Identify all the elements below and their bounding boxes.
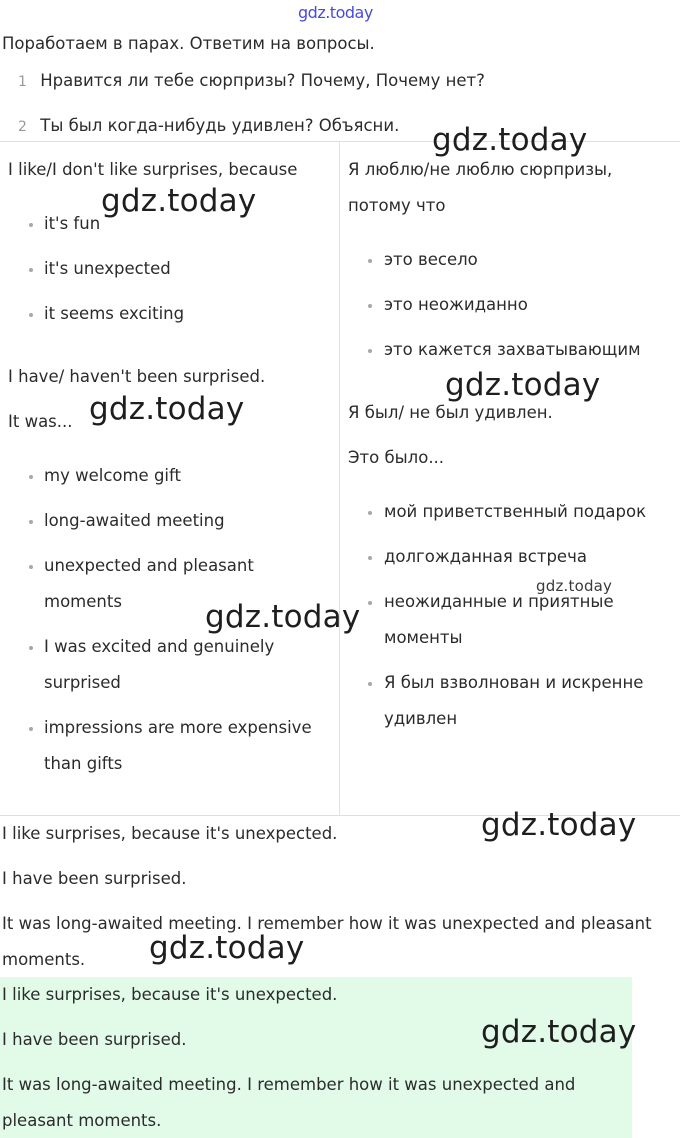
english-column (0, 142, 339, 815)
answer-line: pleasant moments. (2, 1111, 162, 1130)
russian-column (340, 142, 680, 815)
watermark: gdz.today (445, 367, 601, 403)
bullet-icon (368, 682, 372, 686)
ru-list2-item: долгожданная встреча (384, 547, 587, 566)
ru-intro-1-cont: потому что (348, 196, 446, 215)
en-list1-item: it seems exciting (44, 304, 185, 323)
question-2 (18, 116, 399, 135)
answer-line: I have been surprised. (2, 1030, 187, 1049)
en-list2-item-cont: than gifts (44, 754, 123, 773)
ru-intro-3: Это было... (348, 448, 445, 467)
en-list1-item: it's unexpected (44, 259, 171, 278)
example-line: I have been surprised. (2, 869, 187, 888)
en-list2-item-cont: moments (44, 592, 122, 611)
question-1 (18, 71, 485, 90)
en-list1-item: it's fun (44, 214, 101, 233)
question-text: Ты был когда-нибудь удивлен? Объясни. (40, 116, 400, 135)
watermark: gdz.today (101, 183, 257, 219)
task-intro: Поработаем в парах. Ответим на вопросы. (2, 34, 375, 53)
en-intro-2: I have/ haven't been surprised. (8, 367, 266, 386)
bullet-icon (368, 349, 372, 353)
bullet-icon (368, 556, 372, 560)
bullet-icon (29, 475, 33, 479)
ru-list1-item: это весело (384, 250, 478, 269)
bullet-icon (368, 304, 372, 308)
en-list2-item: impressions are more expensive (44, 718, 312, 737)
bullet-icon (368, 259, 372, 263)
example-line: moments. (2, 950, 86, 969)
bullet-icon (29, 727, 33, 731)
ru-list2-item: Я был взволнован и искренне (384, 673, 644, 692)
bullet-icon (29, 223, 33, 227)
example-line: I like surprises, because it's unexpected. (2, 824, 338, 843)
watermark: gdz.today (149, 930, 305, 966)
bullet-icon (29, 520, 33, 524)
ru-list1-item: это кажется захватывающим (384, 340, 641, 359)
en-intro-3: It was... (8, 412, 73, 431)
en-list2-item: I was excited and genuinely (44, 637, 275, 656)
bullet-icon (29, 268, 33, 272)
ru-list2-item-cont: удивлен (384, 709, 458, 728)
watermark: gdz.today (536, 577, 613, 595)
example-line: It was long-awaited meeting. I remember how it was unexpected and pleasant (2, 914, 652, 933)
en-list2-item: my welcome gift (44, 466, 181, 485)
question-number: 1 (18, 74, 27, 90)
ru-list2-item: неожиданные и приятные (384, 592, 614, 611)
watermark: gdz.today (89, 391, 245, 427)
bullet-icon (29, 313, 33, 317)
question-text: Нравится ли тебе сюрпризы? Почему, Почему нет? (40, 71, 485, 90)
answer-line: It was long-awaited meeting. I remember how it was unexpected and (2, 1075, 576, 1094)
answer-line: I like surprises, because it's unexpected. (2, 985, 338, 1004)
ru-list2-item: мой приветственный подарок (384, 502, 647, 521)
watermark: gdz.today (205, 599, 361, 635)
question-number: 2 (18, 119, 27, 135)
bullet-icon (29, 565, 33, 569)
watermark: gdz.today (481, 807, 637, 843)
en-list2-item-cont: surprised (44, 673, 121, 692)
ru-intro-2: Я был/ не был удивлен. (348, 403, 553, 422)
header-watermark: gdz.today (298, 3, 373, 22)
ru-list2-item-cont: моменты (384, 628, 463, 647)
en-list2-item: unexpected and pleasant (44, 556, 254, 575)
watermark: gdz.today (481, 1014, 637, 1050)
bullet-icon (368, 511, 372, 515)
bullet-icon (29, 646, 33, 650)
en-list2-item: long-awaited meeting (44, 511, 225, 530)
ru-intro-1: Я люблю/не люблю сюрпризы, (348, 160, 613, 179)
en-intro-1: I like/I don't like surprises, because (8, 160, 298, 179)
watermark: gdz.today (432, 122, 588, 158)
bullet-icon (368, 601, 372, 605)
phrases-table (0, 141, 680, 816)
ru-list1-item: это неожиданно (384, 295, 528, 314)
